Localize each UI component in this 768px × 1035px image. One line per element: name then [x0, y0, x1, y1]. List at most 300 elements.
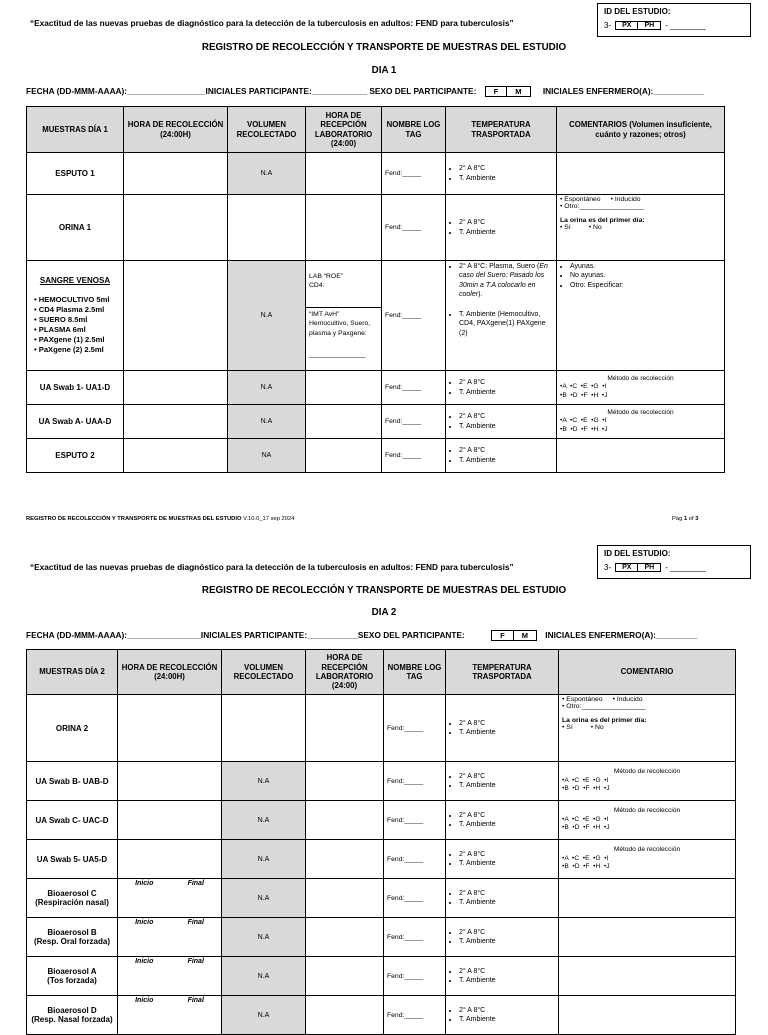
metodo-option[interactable]: D — [574, 863, 580, 871]
table-row — [27, 195, 725, 261]
metodo-option[interactable]: B — [564, 824, 569, 832]
study-id-prefix: 3- — [604, 21, 612, 30]
page-number: 1 — [683, 516, 688, 522]
temp-text: 2° A 8°C: Plasma, Suero ( — [459, 263, 540, 270]
metodo-option[interactable]: F — [583, 425, 588, 433]
table-row — [27, 762, 736, 801]
inicio-label: Inicio — [135, 997, 154, 1004]
metodo-option[interactable]: G — [595, 776, 601, 784]
study-id-prefix: 3- — [604, 563, 612, 572]
fend-cell[interactable]: Fend:_____ — [384, 918, 446, 957]
comment-cell[interactable] — [557, 153, 725, 195]
sample-name: UA Swab 5- UA5-D — [27, 840, 118, 879]
table-row — [27, 405, 725, 439]
table-header-row — [27, 650, 736, 695]
hora-cell[interactable] — [124, 153, 228, 195]
fend-cell[interactable]: Fend:_____ — [384, 879, 446, 918]
temp-option[interactable]: • 2° A 8°C — [459, 967, 555, 976]
fend-cell[interactable]: Fend:_____ — [382, 153, 446, 195]
table-row — [27, 371, 725, 405]
fend-cell[interactable]: Fend:_____ — [382, 195, 446, 261]
table-row — [27, 957, 736, 996]
volume-na: N.A — [222, 918, 306, 957]
metodo-option[interactable]: F — [585, 863, 590, 871]
metodo-option[interactable]: F — [585, 785, 590, 793]
table-row — [27, 840, 736, 879]
enfermero-field[interactable]: INICIALES ENFERMERO(A):___________ — [542, 86, 705, 96]
inicio-label: Inicio — [135, 958, 154, 965]
temp-option[interactable]: • T. Ambiente — [459, 976, 555, 985]
recepcion-cell[interactable] — [306, 153, 382, 195]
si-option[interactable]: Sí — [566, 724, 573, 731]
day2-table — [26, 649, 736, 1035]
temp-option[interactable] — [459, 262, 553, 300]
inducido-option[interactable]: Inducido — [616, 696, 643, 703]
study-id-label: ID DEL ESTUDIO: — [604, 7, 671, 16]
volume-na: N.A — [228, 153, 306, 195]
metodo-option[interactable]: C — [574, 854, 580, 862]
sex-box — [491, 630, 537, 641]
hora-cell[interactable] — [118, 801, 222, 840]
sample-name-line: Bioaerosol C — [47, 889, 97, 898]
col-header: TEMPERATURA TRASPORTADA — [446, 107, 557, 153]
temp-option[interactable]: • T. Ambiente — [459, 781, 555, 790]
inicio-final-cell[interactable] — [118, 879, 222, 918]
metodo-option[interactable]: B — [562, 425, 567, 433]
sample-name: UA Swab 1- UA1-D — [27, 371, 124, 405]
volume-na: N.A — [228, 261, 306, 371]
metodo-caption: Método de recolección — [613, 768, 681, 776]
study-id-px: PX — [616, 564, 638, 571]
temp-option[interactable]: • T. Ambiente — [459, 937, 555, 946]
sample-name: UA Swab B- UAB-D — [27, 762, 118, 801]
temp-option[interactable]: • 2° A 8°C — [459, 164, 553, 173]
page-total: 3 — [695, 516, 699, 522]
volume-cell[interactable] — [222, 695, 306, 762]
sample-name — [27, 957, 118, 996]
table-row — [27, 695, 736, 762]
hora-cell[interactable] — [124, 261, 228, 371]
metodo-option[interactable]: G — [595, 815, 601, 823]
study-id-ph: PH — [644, 22, 655, 29]
col-header: COMENTARIO — [559, 650, 736, 695]
sex-box — [485, 86, 531, 97]
study-id-label: ID DEL ESTUDIO: — [604, 549, 671, 558]
metodo-option[interactable]: D — [572, 391, 578, 399]
metodo-option[interactable]: I — [606, 815, 609, 823]
metodo-option[interactable]: E — [585, 815, 590, 823]
table-row — [27, 996, 736, 1035]
fend-cell[interactable]: Fend:_____ — [382, 371, 446, 405]
final-label: Final — [187, 958, 204, 965]
lab-imt: “IMT AvH” — [309, 311, 340, 319]
day2-title: DIA 2 — [371, 607, 397, 618]
table-row — [27, 879, 736, 918]
final-label: Final — [187, 880, 204, 887]
temp-option[interactable]: • T. Ambiente — [459, 898, 555, 907]
sample-name-line: (Resp. Nasal forzada) — [31, 1015, 113, 1024]
fend-cell[interactable]: Fend:_____ — [384, 996, 446, 1035]
metodo-caption: Método de recolección — [607, 374, 674, 382]
metodo-option[interactable]: B — [564, 785, 569, 793]
metodo-option[interactable]: H — [595, 863, 601, 871]
header-title: “Exactitud de las nuevas pruebas de diagnóstico para la detección de la tuberculosis en adultos: FEND para tuberculosis” — [30, 562, 514, 572]
inicio-label: Inicio — [135, 880, 154, 887]
col-header: COMENTARIOS (Volumen insuficiente, cuánto y razones; otros) — [557, 107, 725, 153]
metodo-cell: Método de recolección •A •C •E •G •I •B •D •F •H •J — [559, 801, 736, 840]
metodo-option[interactable]: H — [593, 391, 599, 399]
temp-cell — [446, 371, 557, 405]
temp-cell — [446, 195, 557, 261]
otro-option[interactable]: Otro:_________________ — [566, 703, 646, 710]
col-header: HORA DE RECEPCIÓN LABORATORIO (24:00) — [306, 107, 382, 153]
metodo-cell: Método de recolección •A •C •E •G •I •B •D •F •H •J — [557, 371, 725, 405]
temp-option[interactable]: • T. Ambiente — [459, 859, 555, 868]
sample-name-line: Bioaerosol D — [47, 1006, 97, 1015]
metodo-option[interactable]: J — [606, 824, 610, 832]
sample-name — [27, 996, 118, 1035]
day1-title: DIA 1 — [371, 65, 397, 76]
temp-cell — [446, 879, 559, 918]
temp-option[interactable]: • T. Ambiente — [459, 388, 553, 397]
sex-m[interactable]: M — [515, 87, 522, 97]
temp-option[interactable]: • 2° A 8°C — [459, 772, 555, 781]
orina-comment-cell: • Espontáneo • Inducido • Otro:_________________ La orina es del primer día: • Sí • No — [557, 195, 725, 261]
metodo-cell: Método de recolección •A •C •E •G •I •B •D •F •H •J — [559, 840, 736, 879]
temp-cell — [446, 762, 559, 801]
comment-cell[interactable] — [559, 918, 736, 957]
fend-cell[interactable]: Fend:_____ — [384, 957, 446, 996]
volume-na: N.A — [222, 840, 306, 879]
temp-cell — [446, 801, 559, 840]
header-title: “Exactitud de las nuevas pruebas de diagnóstico para la detección de la tuberculosis en adultos: FEND para tuberculosis” — [30, 18, 514, 28]
sample-name: UA Swab A- UAA-D — [27, 405, 124, 439]
temp-option[interactable]: • T. Ambiente (Hemocultivo, CD4, PAXgene(1) PAXgene (2) — [459, 310, 553, 338]
temp-option[interactable]: • T. Ambiente — [459, 820, 555, 829]
temp-option[interactable]: • T. Ambiente — [459, 174, 553, 183]
ayunas-option[interactable]: • Ayunas. — [570, 262, 721, 271]
temp-option[interactable]: • T. Ambiente — [459, 422, 553, 431]
sexo-label: SEXO DEL PARTICIPANTE: — [357, 630, 465, 640]
volume-na: N.A — [222, 996, 306, 1035]
inicio-label: Inicio — [135, 919, 154, 926]
sample-name-line: (Respiración nasal) — [35, 898, 109, 907]
temp-option[interactable]: • 2° A 8°C — [459, 719, 555, 728]
sangre-temp-cell — [446, 261, 557, 371]
si-option[interactable]: Sí — [564, 224, 571, 231]
temp-option[interactable]: • 2° A 8°C — [459, 811, 555, 820]
study-id-suffix: - ________ — [665, 21, 706, 30]
iniciales-field[interactable]: INICIALES PARTICIPANTE:____________ — [205, 86, 368, 96]
sangre-item: • PaXgene (2) 2.5ml — [34, 344, 104, 354]
metodo-option[interactable]: I — [604, 383, 607, 391]
temp-cell — [446, 957, 559, 996]
lab-line[interactable]: _______________ — [309, 350, 366, 358]
col-header: NOMBRE LOG TAG — [382, 107, 446, 153]
temp-option[interactable]: • T. Ambiente — [459, 228, 553, 237]
inicio-final-cell[interactable] — [118, 918, 222, 957]
temp-option[interactable]: • T. Ambiente — [459, 456, 553, 465]
sex-f[interactable]: F — [492, 631, 514, 640]
no-option[interactable]: No — [592, 224, 602, 231]
metodo-option[interactable]: J — [604, 425, 608, 433]
col-header: HORA DE RECEPCIÓN LABORATORIO (24:00) — [306, 650, 384, 695]
metodo-option[interactable]: G — [593, 383, 599, 391]
page-of: of — [687, 516, 696, 522]
inicio-final-cell[interactable] — [118, 996, 222, 1035]
temp-option[interactable]: • 2° A 8°C — [459, 889, 555, 898]
metodo-option[interactable]: G — [595, 854, 601, 862]
footer-page — [672, 516, 698, 522]
temp-cell — [446, 153, 557, 195]
comment-cell[interactable] — [557, 439, 725, 473]
sample-name: ESPUTO 1 — [27, 153, 124, 195]
metodo-option[interactable]: B — [564, 863, 569, 871]
study-id-code-box — [615, 21, 661, 30]
study-id-suffix: - ________ — [665, 563, 706, 572]
iniciales-field[interactable]: INICIALES PARTICIPANTE:___________ — [200, 630, 358, 640]
lab-imt-desc: Hemocultivo, Suero, plasma y Paxgene: — [309, 320, 371, 337]
no-option[interactable]: No — [594, 724, 604, 731]
fend-cell[interactable]: Fend:_____ — [384, 801, 446, 840]
metodo-option[interactable]: E — [583, 417, 588, 425]
metodo-cell: Método de recolección •A •C •E •G •I •B •D •F •H •J — [559, 762, 736, 801]
volume-na: N.A — [228, 371, 306, 405]
comment-cell[interactable] — [559, 996, 736, 1035]
metodo-option[interactable]: C — [574, 815, 580, 823]
volume-na: N.A — [222, 801, 306, 840]
metodo-option[interactable]: D — [574, 785, 580, 793]
metodo-option[interactable]: H — [595, 824, 601, 832]
hora-cell[interactable] — [124, 371, 228, 405]
comment-cell[interactable] — [559, 879, 736, 918]
metodo-option[interactable]: C — [574, 776, 580, 784]
col-header: NOMBRE LOG TAG — [384, 650, 446, 695]
recepcion-cell[interactable] — [306, 762, 384, 801]
fend-cell[interactable]: Fend:_____ — [384, 762, 446, 801]
recepcion-cell[interactable] — [306, 840, 384, 879]
sangre-cell — [27, 261, 124, 371]
metodo-option[interactable]: B — [562, 391, 567, 399]
sample-name: ORINA 2 — [27, 695, 118, 762]
metodo-option[interactable]: D — [574, 824, 580, 832]
temp-option[interactable]: • 2° A 8°C — [459, 928, 555, 937]
metodo-caption: Método de recolección — [607, 408, 674, 416]
sample-name-line: Bioaerosol B — [47, 928, 97, 937]
metodo-caption: Método de recolección — [613, 807, 681, 815]
temp-option[interactable]: • 2° A 8°C — [459, 218, 553, 227]
sexo-label: SEXO DEL PARTICIPANTE: — [369, 86, 477, 96]
sample-name: ESPUTO 2 — [27, 439, 124, 473]
metodo-option[interactable]: F — [583, 391, 588, 399]
metodo-option[interactable]: C — [572, 383, 578, 391]
col-header: VOLUMEN RECOLECTADO — [222, 650, 306, 695]
study-id-code-box — [615, 563, 661, 572]
volume-na: N.A — [222, 762, 306, 801]
ayunas-cell — [557, 261, 725, 371]
metodo-option[interactable]: D — [572, 425, 578, 433]
metodo-option[interactable]: A — [562, 417, 567, 425]
study-id-px: PX — [616, 22, 638, 29]
ayunas-option[interactable]: • No ayunas. — [570, 271, 721, 280]
sample-name-line: Bioaerosol A — [47, 967, 97, 976]
registro-title: REGISTRO DE RECOLECCIÓN Y TRANSPORTE DE MUESTRAS DEL ESTUDIO — [201, 42, 567, 53]
sample-name — [27, 879, 118, 918]
metodo-option[interactable]: I — [606, 776, 609, 784]
espontaneo-option[interactable]: Espontáneo — [566, 696, 603, 703]
recepcion-cell[interactable] — [306, 371, 382, 405]
volume-na: NA — [228, 439, 306, 473]
volume-na: N.A — [222, 879, 306, 918]
final-label: Final — [187, 919, 204, 926]
hora-cell[interactable] — [124, 405, 228, 439]
metodo-option[interactable]: E — [585, 776, 590, 784]
inicio-final-cell[interactable] — [118, 957, 222, 996]
metodo-option[interactable]: A — [564, 854, 569, 862]
temp-option[interactable]: • 2° A 8°C — [459, 378, 553, 387]
metodo-cell: Método de recolección •A •C •E •G •I •B •D •F •H •J — [557, 405, 725, 439]
day1-fields — [26, 86, 704, 97]
table-row — [27, 153, 725, 195]
col-header: VOLUMEN RECOLECTADO — [228, 107, 306, 153]
study-id-ph: PH — [644, 564, 655, 571]
lab-roe: LAB “ROE” — [309, 273, 343, 281]
study-id-box — [597, 3, 751, 37]
sex-f[interactable]: F — [486, 87, 508, 96]
sample-name: UA Swab C- UAC-D — [27, 801, 118, 840]
footer-title: REGISTRO DE RECOLECCIÓN Y TRANSPORTE DE MUESTRAS DEL ESTUDIO — [26, 516, 242, 522]
day1-table — [26, 106, 725, 473]
sangre-item: • SUERO 8.5ml — [34, 315, 88, 325]
temp-cell — [446, 840, 559, 879]
recepcion-cell[interactable] — [306, 405, 382, 439]
metodo-option[interactable]: H — [593, 425, 599, 433]
temp-cell — [446, 996, 559, 1035]
espontaneo-option[interactable]: Espontáneo — [564, 196, 601, 203]
temp-option[interactable]: • 2° A 8°C — [459, 1006, 555, 1015]
metodo-option[interactable]: I — [606, 854, 609, 862]
enfermero-field[interactable]: INICIALES ENFERMERO(A):_________ — [545, 630, 698, 640]
metodo-option[interactable]: I — [604, 417, 607, 425]
fend-cell[interactable]: Fend:_____ — [384, 695, 446, 762]
sangre-item: • PLASMA 6ml — [34, 325, 86, 334]
footer-version: V.10.0_17 sep 2024 — [241, 516, 295, 522]
volume-na: N.A — [222, 957, 306, 996]
otro-option[interactable]: Otro:_________________ — [564, 203, 644, 210]
metodo-option[interactable]: E — [585, 854, 590, 862]
metodo-option[interactable]: G — [593, 417, 599, 425]
sangre-item: • HEMOCULTIVO 5ml — [34, 295, 110, 305]
hora-cell[interactable] — [118, 840, 222, 879]
sex-m[interactable]: M — [521, 631, 528, 641]
metodo-option[interactable]: J — [606, 863, 610, 871]
temp-cell — [446, 918, 559, 957]
fend-cell[interactable]: Fend:_____ — [384, 840, 446, 879]
table-row — [27, 439, 725, 473]
metodo-option[interactable]: J — [604, 391, 608, 399]
footer-left — [26, 516, 294, 522]
hora-cell[interactable] — [124, 195, 228, 261]
ayunas-option[interactable]: • Otro: Especificar: — [570, 281, 721, 290]
metodo-caption: Método de recolección — [613, 846, 681, 854]
recepcion-cell[interactable] — [306, 918, 384, 957]
metodo-option[interactable]: A — [562, 383, 567, 391]
metodo-option[interactable]: J — [606, 785, 610, 793]
temp-option[interactable]: • 2° A 8°C — [459, 850, 555, 859]
recepcion-cell[interactable] — [306, 801, 384, 840]
sample-name — [27, 918, 118, 957]
table-row — [27, 918, 736, 957]
temp-option[interactable]: • 2° A 8°C — [459, 446, 553, 455]
recepcion-cell[interactable] — [306, 695, 384, 762]
table-header-row — [27, 107, 725, 153]
registro-title: REGISTRO DE RECOLECCIÓN Y TRANSPORTE DE MUESTRAS DEL ESTUDIO — [201, 585, 567, 596]
table-row — [27, 261, 725, 371]
temp-cell — [446, 405, 557, 439]
recepcion-cell[interactable] — [306, 996, 384, 1035]
metodo-option[interactable]: E — [583, 383, 588, 391]
col-header: HORA DE RECOLECCIÓN (24:00H) — [118, 650, 222, 695]
fend-cell[interactable]: Fend:_____ — [382, 405, 446, 439]
sangre-title: SANGRE VENOSA — [39, 276, 111, 286]
recepcion-cell[interactable] — [306, 439, 382, 473]
comment-cell[interactable] — [559, 957, 736, 996]
col-header: MUESTRAS DÍA 1 — [27, 107, 124, 153]
hora-cell[interactable] — [118, 762, 222, 801]
temp-option[interactable]: • T. Ambiente — [459, 1015, 555, 1024]
recepcion-cell[interactable] — [306, 957, 384, 996]
temp-option[interactable]: • 2° A 8°C — [459, 412, 553, 421]
temp-text: ). — [478, 291, 483, 299]
hora-cell[interactable] — [124, 439, 228, 473]
temp-cell — [446, 439, 557, 473]
sample-name: ORINA 1 — [27, 195, 124, 261]
metodo-option[interactable]: A — [564, 776, 569, 784]
lab-cell — [306, 261, 382, 371]
temp-cell — [446, 695, 559, 762]
col-header: HORA DE RECOLECCIÓN (24:00H) — [124, 107, 228, 153]
fecha-field[interactable]: FECHA (DD-MMM-AAAA):_________________ — [26, 86, 206, 96]
primer-dia-label: La orina es del primer día: — [560, 217, 645, 224]
lab-cd4[interactable]: CD4: — [309, 282, 325, 290]
temp-option[interactable]: • T. Ambiente — [459, 728, 555, 737]
volume-cell[interactable] — [228, 195, 306, 261]
sample-name-line: (Resp. Oral forzada) — [33, 937, 110, 946]
day2-fields — [26, 630, 697, 641]
volume-na: N.A — [228, 405, 306, 439]
col-header: TEMPERATURA TRASPORTADA — [446, 650, 559, 695]
orina-comment-cell: • Espontáneo • Inducido • Otro:_________________ La orina es del primer día: • Sí • No — [559, 695, 736, 762]
recepcion-cell[interactable] — [306, 195, 382, 261]
fend-cell[interactable]: Fend:_____ — [382, 439, 446, 473]
inducido-option[interactable]: Inducido — [614, 196, 641, 203]
metodo-option[interactable]: C — [572, 417, 578, 425]
page-label: Pág — [672, 516, 684, 522]
metodo-option[interactable]: H — [595, 785, 601, 793]
primer-dia-label: La orina es del primer día: — [562, 717, 647, 724]
recepcion-cell[interactable] — [306, 879, 384, 918]
hora-cell[interactable] — [118, 695, 222, 762]
temp-note: En caso del Suero: Pasado los 30min a T.A colocarlo en cooler — [459, 263, 548, 299]
sangre-item: • PAXgene (1) 2.5ml — [34, 334, 105, 344]
fend-cell[interactable]: Fend:_____ — [382, 261, 446, 371]
fecha-field[interactable]: FECHA (DD-MMM-AAAA):________________ — [26, 630, 201, 640]
metodo-option[interactable]: A — [564, 815, 569, 823]
final-label: Final — [187, 997, 204, 1004]
metodo-option[interactable]: F — [585, 824, 590, 832]
table-row — [27, 801, 736, 840]
col-header: MUESTRAS DÍA 2 — [27, 650, 118, 695]
